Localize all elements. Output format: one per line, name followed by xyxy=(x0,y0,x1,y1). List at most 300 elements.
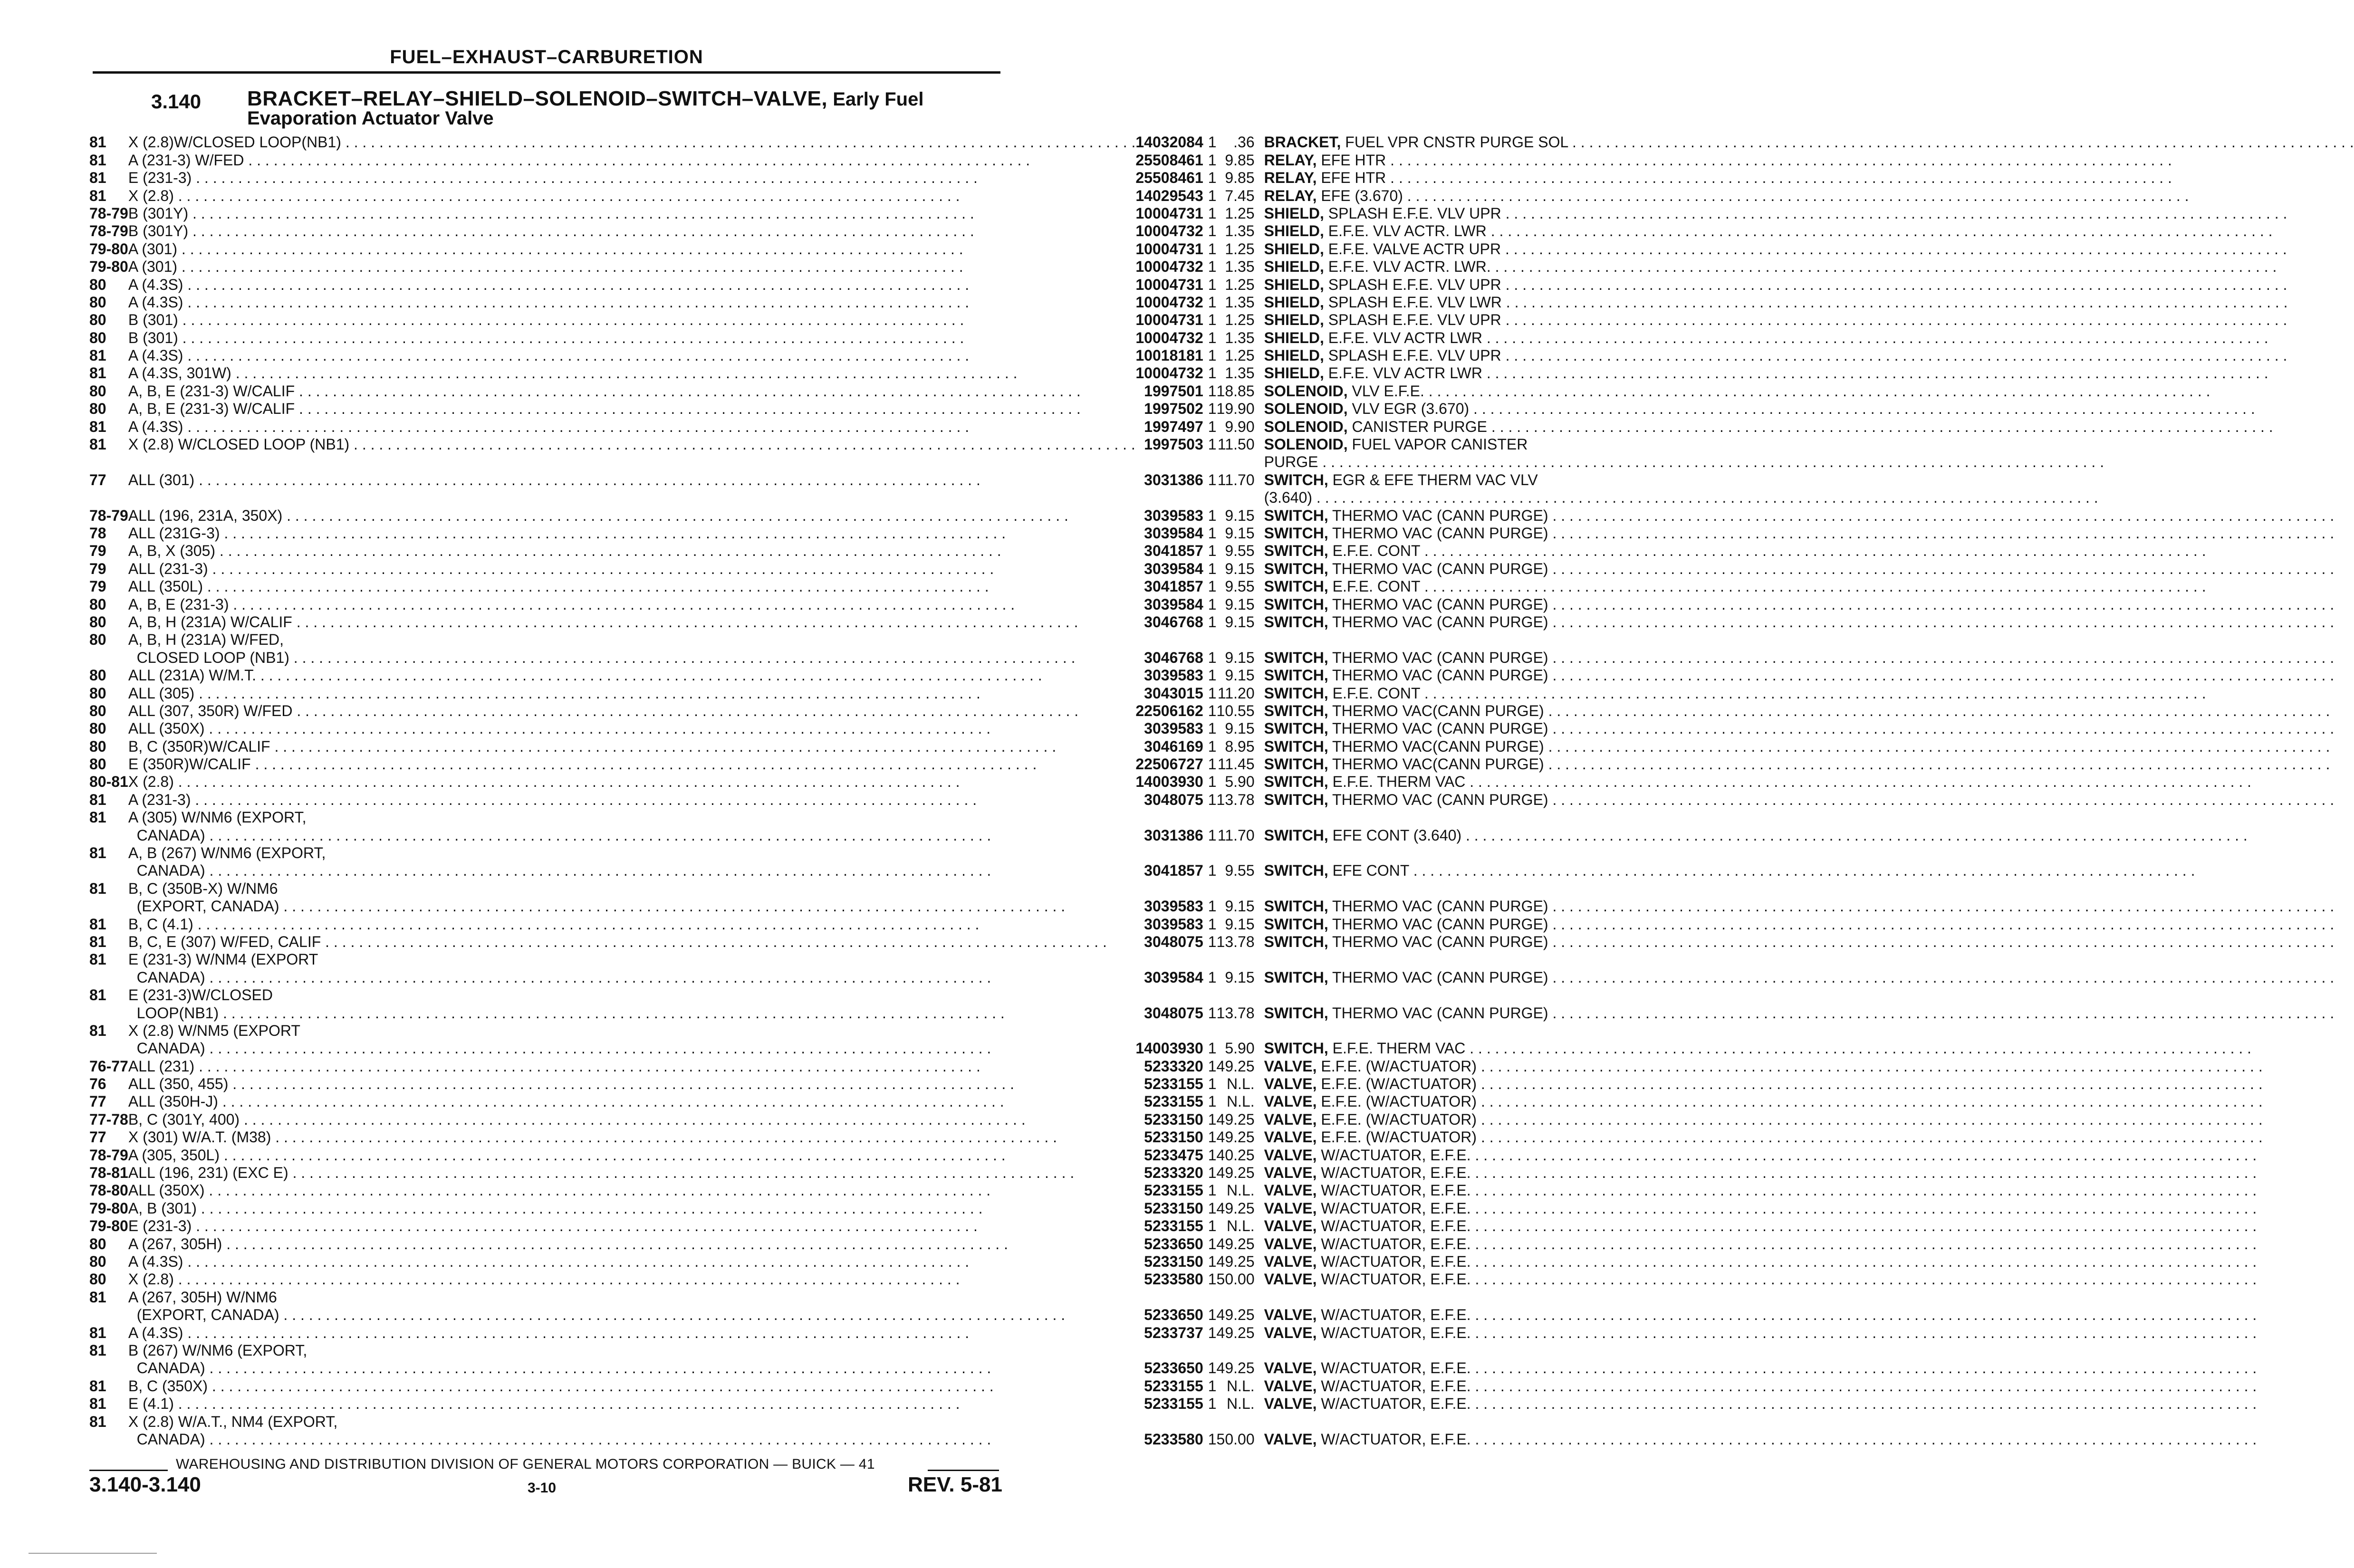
table-row xyxy=(89,363,2354,381)
description-head: SHIELD, xyxy=(1264,311,1324,329)
row-description xyxy=(1264,1287,2354,1304)
description-text: W/ACTUATOR, E.F.E. xyxy=(1321,1253,1471,1270)
row-quantity: 1 xyxy=(1208,1377,1217,1395)
row-price: 49.25 xyxy=(1216,1324,1255,1341)
row-part-number: 5233737 xyxy=(1144,1324,1203,1341)
description-head: BRACKET, xyxy=(1264,134,1341,151)
description-text: CANISTER PURGE xyxy=(1352,418,1488,435)
row-quantity: 1 xyxy=(1208,204,1217,222)
description-head: SOLENOID, xyxy=(1264,418,1348,435)
row-quantity xyxy=(1208,488,1217,505)
row-price xyxy=(1217,807,1264,825)
description-head: SWITCH, xyxy=(1264,542,1328,560)
row-part-number xyxy=(1135,488,1208,505)
table-row xyxy=(89,168,2354,185)
table-row xyxy=(89,132,2354,150)
description-text: VLV E.F.E. xyxy=(1352,382,1424,400)
row-quantity: 1 xyxy=(1208,1146,1217,1164)
application-text: E (231-3)W/CLOSED xyxy=(128,986,273,1004)
row-quantity: 1 xyxy=(1208,1040,1217,1057)
application-text: A, B (267) W/NM6 (EXPORT, xyxy=(128,844,326,862)
row-application xyxy=(128,292,1136,310)
row-price: 50.00 xyxy=(1216,1430,1255,1448)
row-year xyxy=(89,1305,128,1322)
row-description xyxy=(1264,274,2354,292)
row-price xyxy=(1217,985,1264,1003)
row-price: 11.50 xyxy=(1217,436,1255,453)
row-quantity: 1 xyxy=(1208,915,1217,933)
row-application xyxy=(128,327,1136,345)
row-part-number: 5233155 xyxy=(1144,1093,1203,1110)
row-year: 79 xyxy=(89,578,106,595)
description-head: VALVE, xyxy=(1264,1217,1317,1235)
description-head: SWITCH, xyxy=(1264,560,1328,577)
description-head: SOLENOID, xyxy=(1264,436,1348,453)
row-year xyxy=(89,967,128,985)
description-text: E.F.E. (W/ACTUATOR) xyxy=(1321,1110,1477,1128)
table-row xyxy=(89,1233,2354,1251)
row-application xyxy=(128,949,1136,967)
row-part-number: 5233155 xyxy=(1144,1395,1203,1413)
row-year: 80 xyxy=(89,276,106,293)
row-part-number: 3031386 xyxy=(1144,826,1203,844)
row-part-number xyxy=(1135,1287,1208,1304)
page-header-title: FUEL–EXHAUST–CARBURETION xyxy=(390,47,703,67)
row-application xyxy=(128,345,1136,363)
table-row xyxy=(89,967,2354,985)
row-application xyxy=(128,1198,1136,1215)
application-text: A (231-3) W/FED xyxy=(128,151,244,169)
section-title xyxy=(247,89,923,128)
row-description xyxy=(1264,896,2354,914)
row-application xyxy=(128,1269,1136,1287)
row-application xyxy=(128,1021,1136,1038)
row-price: 9.55 xyxy=(1225,862,1255,880)
row-quantity: 1 xyxy=(1208,1395,1217,1413)
row-price: 9.15 xyxy=(1225,524,1255,542)
row-price: 5.90 xyxy=(1225,1040,1255,1057)
description-head: VALVE, xyxy=(1264,1430,1317,1448)
row-price: 1.25 xyxy=(1225,311,1255,329)
row-year: 77 xyxy=(89,471,106,488)
application-text: X (2.8) xyxy=(128,187,174,204)
row-quantity: 1 xyxy=(1208,613,1217,631)
row-quantity: 1 xyxy=(1208,667,1217,684)
application-text: ALL (196, 231A, 350X) xyxy=(128,507,283,524)
application-text: A (4.3S) xyxy=(128,293,183,311)
row-part-number: 5233650 xyxy=(1144,1235,1203,1252)
row-description xyxy=(1264,345,2354,363)
description-text: SPLASH E.F.E. VLV LWR xyxy=(1328,293,1502,311)
application-text: X (2.8) W/NM5 (EXPORT xyxy=(128,1022,300,1039)
row-year: 80 xyxy=(89,1271,106,1288)
row-price xyxy=(1217,1287,1264,1304)
row-application xyxy=(128,1127,1136,1145)
row-price: 9.15 xyxy=(1225,898,1255,915)
row-part-number: 3043015 xyxy=(1144,684,1203,702)
row-part-number: 25508461 xyxy=(1135,169,1203,187)
row-price: 40.25 xyxy=(1216,1146,1255,1164)
row-application xyxy=(128,807,1136,825)
table-row xyxy=(89,452,2354,469)
description-head: VALVE, xyxy=(1264,1395,1317,1413)
row-year: 81 xyxy=(89,880,106,897)
row-price: 49.25 xyxy=(1216,1128,1255,1146)
row-quantity: 1 xyxy=(1208,258,1217,276)
application-text: ALL (231G-3) xyxy=(128,524,220,542)
table-row xyxy=(89,736,2354,754)
row-price xyxy=(1217,452,1264,469)
row-year: 80 xyxy=(89,311,106,329)
row-price: 19.90 xyxy=(1216,400,1255,418)
table-row xyxy=(89,399,2354,416)
row-price xyxy=(1217,843,1264,860)
row-quantity xyxy=(1208,985,1217,1003)
row-year xyxy=(89,896,128,914)
row-application xyxy=(128,754,1136,772)
application-text: B (301) xyxy=(128,329,178,346)
row-description xyxy=(1264,168,2354,185)
row-description xyxy=(1264,860,2354,878)
row-part-number: 3041857 xyxy=(1144,862,1203,880)
description-text: E.F.E. CONT xyxy=(1332,542,1420,560)
description-text: W/ACTUATOR, E.F.E. xyxy=(1321,1324,1471,1341)
table-row xyxy=(89,239,2354,256)
row-description xyxy=(1264,469,2354,487)
row-year: 80 xyxy=(89,720,106,737)
application-text: X (2.8) W/CLOSED LOOP (NB1) xyxy=(128,436,350,453)
row-description xyxy=(1264,150,2354,167)
row-price: 9.15 xyxy=(1225,595,1255,613)
row-quantity: 1 xyxy=(1208,1253,1217,1270)
row-application xyxy=(128,257,1136,274)
row-description xyxy=(1264,292,2354,310)
row-year: 79 xyxy=(89,542,106,560)
row-price: 49.25 xyxy=(1216,1235,1255,1252)
row-year: 78-81 xyxy=(89,1164,128,1182)
description-head: SWITCH, xyxy=(1264,595,1328,613)
description-text: E.F.E. (W/ACTUATOR) xyxy=(1321,1057,1477,1075)
row-description xyxy=(1264,843,2354,860)
row-quantity: 1 xyxy=(1208,560,1217,577)
row-price: 7.45 xyxy=(1225,187,1255,204)
row-description xyxy=(1264,914,2354,931)
row-application xyxy=(128,558,1136,576)
row-year: 81 xyxy=(89,1413,106,1430)
description-head: VALVE, xyxy=(1264,1253,1317,1270)
application-text: ALL (231-3) xyxy=(128,560,208,577)
application-text: A (4.3S) xyxy=(128,1253,183,1270)
row-quantity: 1 xyxy=(1208,222,1217,240)
description-head: SOLENOID, xyxy=(1264,382,1348,400)
row-quantity: 1 xyxy=(1208,755,1217,773)
description-text: THERMO VAC (CANN PURGE) xyxy=(1332,933,1548,950)
row-part-number: 10004731 xyxy=(1135,311,1203,329)
row-application xyxy=(128,576,1136,594)
row-year: 80-81 xyxy=(89,773,128,791)
table-row xyxy=(89,789,2354,807)
row-description xyxy=(1264,399,2354,416)
description-head: SHIELD, xyxy=(1264,204,1324,222)
application-text: A (301) xyxy=(128,240,178,258)
row-year: 80 xyxy=(89,737,106,755)
section-title-main: BRACKET–RELAY–SHIELD–SOLENOID–SWITCH–VALVE, xyxy=(247,87,828,110)
row-year: 81 xyxy=(89,169,106,187)
row-application xyxy=(128,1287,1136,1304)
row-year: 81 xyxy=(89,1341,106,1359)
row-description xyxy=(1264,1091,2354,1109)
row-year: 81 xyxy=(89,187,106,204)
row-quantity: 1 xyxy=(1208,507,1217,524)
description-text: PURGE xyxy=(1264,453,1318,471)
row-quantity: 1 xyxy=(1208,1430,1217,1448)
table-row xyxy=(89,701,2354,718)
table-row xyxy=(89,327,2354,345)
description-text: SPLASH E.F.E. VLV UPR xyxy=(1328,276,1501,293)
table-row xyxy=(89,576,2354,594)
table-row xyxy=(89,1358,2354,1376)
row-application xyxy=(128,772,1136,789)
row-part-number: 10004732 xyxy=(1135,329,1203,346)
row-application xyxy=(128,221,1136,239)
row-price: 1.25 xyxy=(1225,240,1255,258)
row-quantity: 1 xyxy=(1208,684,1217,702)
description-text: E.F.E. CONT xyxy=(1332,684,1420,702)
table-row xyxy=(89,505,2354,523)
row-application xyxy=(128,1252,1136,1269)
application-text: E (231-3) xyxy=(128,169,192,187)
row-price: 13.78 xyxy=(1216,1004,1255,1022)
row-quantity: 1 xyxy=(1208,1004,1217,1022)
row-quantity: 1 xyxy=(1208,329,1217,346)
row-description xyxy=(1264,434,2354,452)
row-price xyxy=(1217,878,1264,896)
row-year: 80 xyxy=(89,631,106,649)
application-text: LOOP(NB1) xyxy=(128,1004,219,1022)
description-head: SWITCH, xyxy=(1264,649,1328,666)
row-part-number: 3039583 xyxy=(1144,898,1203,915)
row-year: 81 xyxy=(89,364,106,382)
row-year: 81 xyxy=(89,1395,106,1413)
row-description xyxy=(1264,1322,2354,1340)
row-part-number: 1997501 xyxy=(1144,382,1203,400)
application-text: CANADA) xyxy=(128,862,205,880)
table-row xyxy=(89,416,2354,434)
row-quantity: 1 xyxy=(1208,1164,1217,1182)
row-part-number: 5233320 xyxy=(1144,1164,1203,1182)
description-head: SHIELD, xyxy=(1264,276,1324,293)
table-row xyxy=(89,772,2354,789)
description-head: SWITCH, xyxy=(1264,524,1328,542)
row-description xyxy=(1264,683,2354,700)
row-description xyxy=(1264,825,2354,842)
row-year: 81 xyxy=(89,1377,106,1395)
description-head: SWITCH, xyxy=(1264,1040,1328,1057)
row-part-number: 3039584 xyxy=(1144,560,1203,577)
description-head: SWITCH, xyxy=(1264,1004,1328,1022)
application-text: B, C (350X) xyxy=(128,1377,208,1395)
description-head: SWITCH, xyxy=(1264,773,1328,791)
section-title-line2: Evaporation Actuator Valve xyxy=(247,108,494,129)
row-application xyxy=(128,541,1136,558)
row-application xyxy=(128,310,1136,327)
row-year: 81 xyxy=(89,1288,106,1306)
application-text: A, B, H (231A) W/FED, xyxy=(128,631,284,649)
row-quantity: 1 xyxy=(1208,311,1217,329)
application-text: A, B, E (231-3) W/CALIF xyxy=(128,400,295,418)
row-application xyxy=(128,1145,1136,1162)
row-quantity: 1 xyxy=(1208,649,1217,666)
description-head: SWITCH, xyxy=(1264,915,1328,933)
row-part-number: 10004732 xyxy=(1135,364,1203,382)
description-head: VALVE, xyxy=(1264,1093,1317,1110)
description-text: FUEL VPR CNSTR PURGE SOL xyxy=(1345,134,1568,151)
row-part-number: 22506727 xyxy=(1135,755,1203,773)
row-quantity: 1 xyxy=(1208,826,1217,844)
description-head: SWITCH, xyxy=(1264,968,1328,986)
row-application xyxy=(128,896,1136,914)
row-price: 1.35 xyxy=(1225,222,1255,240)
description-text: SPLASH E.F.E. VLV UPR xyxy=(1328,347,1501,364)
description-head: VALVE, xyxy=(1264,1306,1317,1324)
row-year: 81 xyxy=(89,809,106,826)
description-head: VALVE, xyxy=(1264,1359,1317,1377)
table-row xyxy=(89,558,2354,576)
row-year: 81 xyxy=(89,791,106,808)
table-row xyxy=(89,310,2354,327)
row-quantity xyxy=(1208,807,1217,825)
description-text: THERMO VAC (CANN PURGE) xyxy=(1332,898,1548,915)
row-description xyxy=(1264,1411,2354,1429)
row-price: 11.20 xyxy=(1217,684,1255,702)
row-application xyxy=(128,736,1136,754)
row-quantity: 1 xyxy=(1208,862,1217,880)
row-price: N.L. xyxy=(1226,1377,1255,1395)
row-year: 80 xyxy=(89,684,106,702)
row-quantity: 1 xyxy=(1208,1324,1217,1341)
row-application xyxy=(128,683,1136,700)
row-application xyxy=(128,985,1136,1003)
description-text: E.F.E. (W/ACTUATOR) xyxy=(1321,1075,1477,1093)
row-price xyxy=(1217,1340,1264,1358)
row-quantity: 1 xyxy=(1208,1217,1217,1235)
footer-rule-right xyxy=(928,1470,999,1471)
row-year: 81 xyxy=(89,347,106,364)
row-year: 81 xyxy=(89,986,106,1004)
description-head: VALVE, xyxy=(1264,1075,1317,1093)
row-description xyxy=(1264,1429,2354,1447)
description-head: SWITCH, xyxy=(1264,737,1328,755)
row-part-number: 1997497 xyxy=(1144,418,1203,435)
row-application xyxy=(128,469,1136,487)
row-quantity: 1 xyxy=(1208,240,1217,258)
row-description xyxy=(1264,257,2354,274)
description-head: VALVE, xyxy=(1264,1182,1317,1199)
row-application xyxy=(128,630,1136,647)
row-description xyxy=(1264,985,2354,1003)
row-description xyxy=(1264,576,2354,594)
row-description xyxy=(1264,1394,2354,1411)
description-text: THERMO VAC(CANN PURGE) xyxy=(1332,737,1544,755)
row-part-number: 5233320 xyxy=(1144,1057,1203,1075)
row-year: 76-77 xyxy=(89,1057,128,1075)
row-part-number: 3041857 xyxy=(1144,578,1203,595)
application-text: E (4.1) xyxy=(128,1395,174,1413)
section-number: 3.140 xyxy=(151,90,202,113)
row-part-number: 10004731 xyxy=(1135,276,1203,293)
row-year: 80 xyxy=(89,702,106,719)
row-part-number: 10004732 xyxy=(1135,258,1203,276)
row-price: 49.25 xyxy=(1216,1164,1255,1182)
row-description xyxy=(1264,594,2354,612)
table-row xyxy=(89,612,2354,630)
table-row xyxy=(89,274,2354,292)
row-description xyxy=(1264,310,2354,327)
row-part-number: 14003930 xyxy=(1135,1040,1203,1057)
row-description xyxy=(1264,1163,2354,1180)
row-part-number: 22506162 xyxy=(1135,702,1203,719)
row-description xyxy=(1264,1074,2354,1091)
description-text: THERMO VAC (CANN PURGE) xyxy=(1332,560,1548,577)
description-text: W/ACTUATOR, E.F.E. xyxy=(1321,1217,1471,1235)
section-title-rest: Early Fuel xyxy=(833,89,924,110)
row-year: 80 xyxy=(89,400,106,418)
row-quantity: 1 xyxy=(1208,400,1217,418)
row-quantity xyxy=(1208,1021,1217,1038)
row-price: 49.25 xyxy=(1216,1199,1255,1217)
description-text: E.F.E. VLV ACTR. LWR. xyxy=(1328,258,1491,276)
description-head: VALVE, xyxy=(1264,1377,1317,1395)
table-row xyxy=(89,1180,2354,1198)
table-row xyxy=(89,1305,2354,1322)
row-year: 81 xyxy=(89,1324,106,1341)
application-text: B, C (350B-X) W/NM6 xyxy=(128,880,278,897)
row-application xyxy=(128,1003,1136,1020)
row-description xyxy=(1264,949,2354,967)
description-text: E.F.E. VLV ACTR LWR xyxy=(1328,329,1482,346)
row-year: 81 xyxy=(89,151,106,169)
row-application xyxy=(128,1322,1136,1340)
row-price: 9.15 xyxy=(1225,560,1255,577)
row-part-number: 3048075 xyxy=(1144,791,1203,808)
parts-table xyxy=(89,132,2354,1447)
application-text: ALL (350H-J) xyxy=(128,1093,218,1110)
description-text: W/ACTUATOR, E.F.E. xyxy=(1321,1146,1471,1164)
row-description xyxy=(1264,932,2354,949)
table-row xyxy=(89,843,2354,860)
description-head: SWITCH, xyxy=(1264,791,1328,808)
row-description xyxy=(1264,630,2354,647)
footer-rule-left xyxy=(89,1470,168,1471)
row-quantity: 1 xyxy=(1208,276,1217,293)
application-text: X (2.8) xyxy=(128,773,174,791)
row-description xyxy=(1264,807,2354,825)
row-part-number: 14032084 xyxy=(1135,134,1203,151)
application-text: ALL (350, 455) xyxy=(128,1075,229,1093)
description-text: THERMO VAC (CANN PURGE) xyxy=(1332,507,1548,524)
row-part-number: 25508461 xyxy=(1135,151,1203,169)
description-text: E.F.E. CONT xyxy=(1332,578,1420,595)
row-description xyxy=(1264,363,2354,381)
row-description xyxy=(1264,665,2354,683)
description-text: W/ACTUATOR, E.F.E. xyxy=(1321,1306,1471,1324)
row-year: 80 xyxy=(89,1253,106,1270)
scan-mark xyxy=(29,1553,157,1554)
row-price: 1.35 xyxy=(1225,293,1255,311)
row-application xyxy=(128,718,1136,736)
row-quantity: 1 xyxy=(1208,578,1217,595)
table-row xyxy=(89,1021,2354,1038)
